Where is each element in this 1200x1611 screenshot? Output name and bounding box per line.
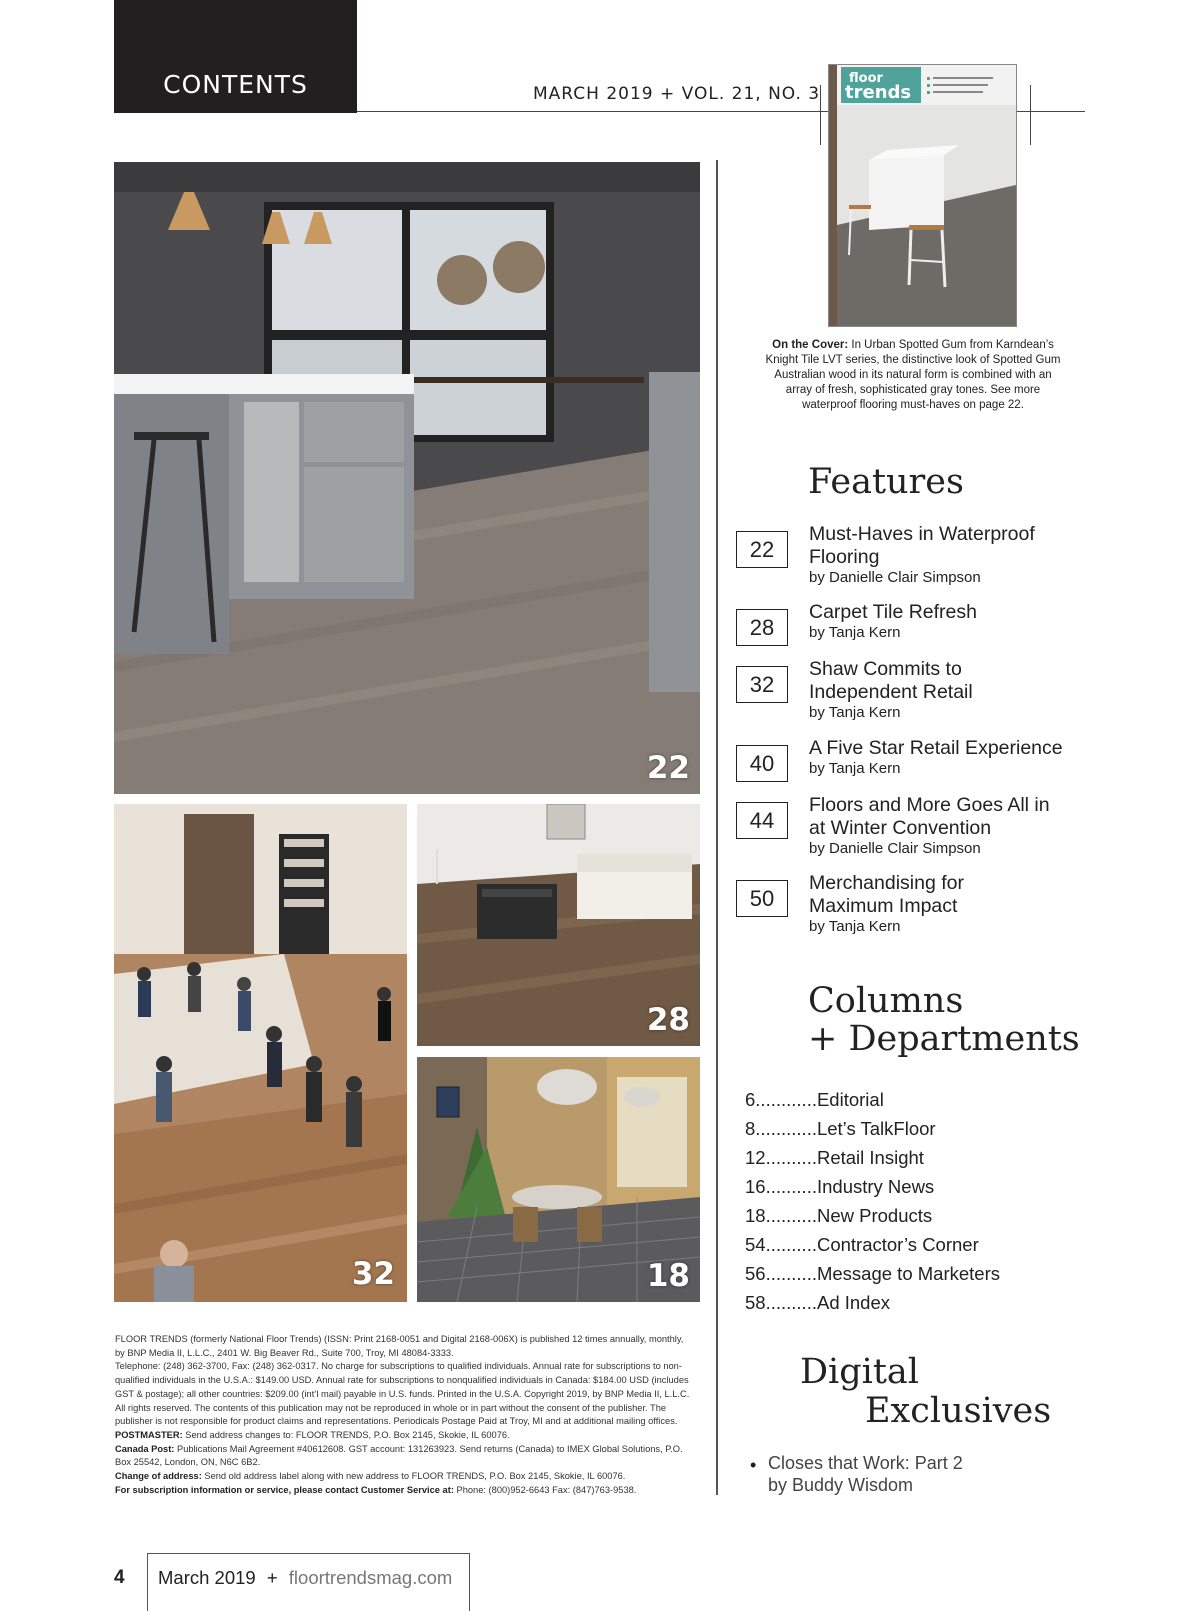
kitchen-image bbox=[114, 162, 700, 794]
department-item[interactable]: 18..........New Products bbox=[745, 1205, 933, 1226]
fineprint-postmaster: POSTMASTER: Send address changes to: FLOOR TRENDS, P.O. Box 2145, Skokie, IL 60076. bbox=[115, 1429, 510, 1440]
lounge-photo[interactable] bbox=[417, 804, 700, 1046]
cover-rule-left bbox=[806, 111, 828, 112]
cover-logo-line1: floor bbox=[849, 71, 883, 86]
footer-separator: + bbox=[266, 1567, 278, 1588]
feature-author: by Danielle Clair Simpson bbox=[809, 840, 981, 857]
issue-line: MARCH 2019 + VOL. 21, NO. 3 bbox=[533, 84, 821, 104]
feature-author: by Tanja Kern bbox=[809, 918, 901, 935]
cover-tick-left bbox=[820, 85, 821, 145]
feature-title[interactable]: Must-Haves in Waterproof Flooring bbox=[809, 523, 1035, 568]
department-item[interactable]: 54..........Contractor’s Corner bbox=[745, 1234, 979, 1255]
feature-page-number: 50 bbox=[736, 880, 788, 917]
feature-author: by Tanja Kern bbox=[809, 624, 901, 641]
digital-item[interactable] bbox=[768, 1452, 963, 1496]
exclusives-heading: Exclusives bbox=[865, 1391, 1052, 1431]
kitchen-page-number: 22 bbox=[646, 750, 690, 786]
page-number: 4 bbox=[114, 1567, 125, 1588]
cover-rule-right bbox=[1015, 111, 1085, 112]
footer-date: March 2019 bbox=[158, 1567, 256, 1588]
bullet-icon: • bbox=[750, 1455, 757, 1475]
cover-tick-right bbox=[1030, 85, 1031, 145]
kitchen-photo[interactable] bbox=[114, 162, 700, 794]
feature-title[interactable]: Merchandising for Maximum Impact bbox=[809, 872, 964, 917]
digital-heading: Digital bbox=[800, 1352, 919, 1392]
feature-title[interactable]: A Five Star Retail Experience bbox=[809, 737, 1063, 759]
header-rule bbox=[357, 111, 807, 112]
showroom-page-number: 32 bbox=[351, 1256, 395, 1292]
feature-author: by Danielle Clair Simpson bbox=[809, 569, 981, 586]
fineprint-service: For subscription information or service, please contact Customer Service at: Phone: (800)952-6643 Fax: (847)763-9538. bbox=[115, 1484, 637, 1495]
feature-title[interactable]: Shaw Commits to Independent Retail bbox=[809, 658, 973, 703]
features-heading: Features bbox=[808, 462, 964, 502]
departments-heading: + Departments bbox=[808, 1019, 1080, 1059]
footer-url-link[interactable]: floortrendsmag.com bbox=[288, 1567, 453, 1588]
lounge-page-number: 28 bbox=[646, 1002, 690, 1038]
feature-author: by Tanja Kern bbox=[809, 760, 901, 777]
footer-text bbox=[158, 1567, 452, 1589]
cover-caption-text: In Urban Spotted Gum from Karndean’s Knight Tile LVT series, the distinctive look of Spotted Gum Australian wood in its natural form is combined with an array of fresh, sophisticated gray tones. See more waterproof flooring must-haves on page 22. bbox=[765, 339, 1061, 411]
feature-title[interactable]: Carpet Tile Refresh bbox=[809, 601, 977, 623]
feature-title[interactable]: Floors and More Goes All in at Winter Convention bbox=[809, 794, 1050, 839]
publication-fineprint bbox=[115, 1333, 695, 1497]
columns-heading: Columns bbox=[808, 981, 964, 1021]
dining-page-number: 18 bbox=[646, 1258, 690, 1294]
fineprint-canada: Canada Post: Publications Mail Agreement #40612608. GST account: 131263923. Send returns (Canada) to IMEX Global Solutions, P.O. Box 25542, London, ON, N6C 6B2. bbox=[115, 1443, 683, 1468]
column-divider bbox=[716, 160, 718, 1495]
feature-page-number: 32 bbox=[736, 666, 788, 703]
cover-image bbox=[829, 65, 1016, 326]
section-label: CONTENTS bbox=[163, 70, 308, 99]
department-item[interactable]: 56..........Message to Marketers bbox=[745, 1263, 1000, 1284]
fineprint-change-address: Change of address: Send old address label along with new address to FLOOR TRENDS, P.O. Box 2145, Skokie, IL 60076. bbox=[115, 1471, 626, 1482]
feature-page-number: 44 bbox=[736, 802, 788, 839]
cover-thumbnail[interactable] bbox=[828, 64, 1017, 327]
feature-page-number: 40 bbox=[736, 745, 788, 782]
department-item[interactable]: 6............Editorial bbox=[745, 1089, 884, 1110]
feature-page-number: 22 bbox=[736, 531, 788, 568]
dining-photo[interactable] bbox=[417, 1057, 700, 1302]
department-item[interactable]: 16..........Industry News bbox=[745, 1176, 935, 1197]
department-item[interactable]: 12..........Retail Insight bbox=[745, 1147, 924, 1168]
department-item[interactable]: 8............Let’s TalkFloor bbox=[745, 1118, 936, 1139]
showroom-image bbox=[114, 804, 407, 1302]
showroom-photo[interactable] bbox=[114, 804, 407, 1302]
digital-item-author: by Buddy Wisdom bbox=[768, 1475, 914, 1495]
fineprint-rates: Telephone: (248) 362-3700, Fax: (248) 362-0317. No charge for subscriptions to qualified individuals. Annual rate for subscriptions to non-qualified individuals in the U.S.A.: $149.00 USD. Annual rate for subscriptions to nonqualified individuals in Canada: $184.00 USD (includes GST & postage); all other countries: $209.00 (int’l mail) payable in U.S. funds. Printed in the U.S.A. Copyright 2019, by BNP Media II, L.L.C. All rights reserved. The contents of this publication may not be reproduced in whole or in part without the consent of the publisher. The publisher is not responsible for product claims and representations. Periodicals Postage Paid at Troy, MI and at additional mailing offices. bbox=[115, 1361, 690, 1427]
cover-logo-line2: trends bbox=[845, 82, 912, 103]
cover-caption bbox=[761, 338, 1065, 413]
fineprint-publisher: FLOOR TRENDS (formerly National Floor Trends) (ISSN: Print 2168-0051 and Digital 2168-006X) is published 12 times annually, monthly, by BNP Media II, L.L.C., 2401 W. Big Beaver Rd., Suite 700, Troy, MI 48084-3333. bbox=[115, 1334, 684, 1358]
department-item[interactable]: 58..........Ad Index bbox=[745, 1292, 891, 1313]
feature-page-number: 28 bbox=[736, 609, 788, 646]
feature-author: by Tanja Kern bbox=[809, 704, 901, 721]
cover-caption-lead: On the Cover: bbox=[772, 339, 849, 351]
digital-item-title[interactable]: Closes that Work: Part 2 bbox=[768, 1453, 963, 1473]
